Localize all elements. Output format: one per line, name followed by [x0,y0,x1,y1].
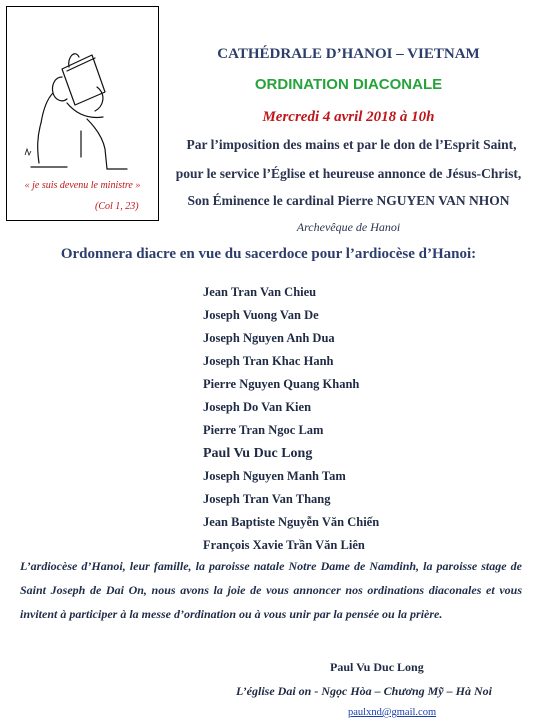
intro-line-1: Par l’imposition des mains et par le don de l’Esprit Saint, [186,137,517,152]
email-link[interactable]: paulxnd@gmail.com [348,707,437,718]
signature-church: L’église Dai on - Ngọc Hòa – Chương Mỹ – Hà Noi [236,684,492,698]
illustration-card [6,6,159,221]
candidate-name: Joseph Tran Van Thang [203,492,331,506]
candidate-name: Jean Tran Van Chieu [203,285,317,299]
cathedral-title: CATHÉDRALE D’HANOI – VIETNAM [217,46,480,62]
archbishop-title: Archevêque de Hanoi [296,220,401,234]
candidate-name: Pierre Tran Ngoc Lam [203,423,324,437]
signature-name: Paul Vu Duc Long [330,660,424,674]
candidate-name: Joseph Nguyen Manh Tam [203,469,346,483]
candidate-name: Joseph Tran Khac Hanh [203,354,334,368]
scripture-reference: (Col 1, 23) [95,201,139,212]
event-date: Mercredi 4 avril 2018 à 10h [262,109,435,125]
scripture-quote: « je suis devenu le ministre » [24,180,141,191]
ordination-statement: Ordonnera diacre en vue du sacerdoce pour l’ardiocèse d’Hanoi: [60,246,477,262]
candidate-name: Joseph Vuong Van De [203,308,319,322]
announcement-paragraph: L’ardiocèse d’Hanoi, leur famille, la paroisse natale Notre Dame de Namdinh, la paroisse stage de Saint Joseph de Dai On, nous avons la joie de vous annoncer nos ordinations diaconales et vous invitent à participer à la messe d’ordination ou à vous unir par la pensée ou la prière. [20,559,522,621]
event-title: ORDINATION DIACONALE [254,76,443,93]
intro-line-2: pour le service l’Église et heureuse annonce de Jésus-Christ, [175,166,522,181]
candidate-list [203,281,379,557]
artist-mark [25,149,31,155]
candidate-name: Jean Baptiste Nguyễn Văn Chiến [203,515,380,529]
intro-line-3: Son Éminence le cardinal Pierre NGUYEN VAN NHON [187,193,510,208]
candidate-name: Joseph Do Van Kien [203,400,312,414]
candidate-name: Pierre Nguyen Quang Khanh [203,377,360,391]
candidate-name: François Xavie Trần Văn Liên [203,538,365,552]
candidate-name: Paul Vu Duc Long [203,446,313,461]
candidate-name: Joseph Nguyen Anh Dua [203,331,335,345]
